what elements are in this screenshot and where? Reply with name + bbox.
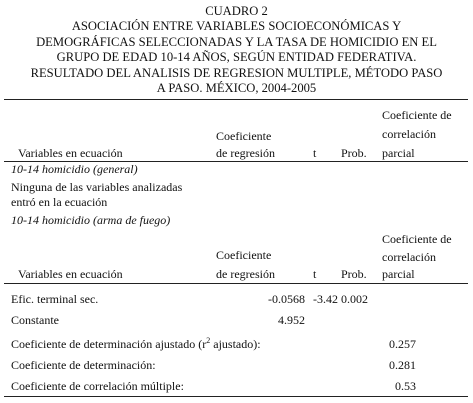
header-prob: Prob. xyxy=(341,146,367,160)
header-coef-line1: Coeficiente xyxy=(216,129,272,143)
bottom-rule xyxy=(4,396,468,397)
top-rule xyxy=(4,99,468,100)
row-coef: -0.0568 xyxy=(268,292,305,306)
header-variables: Variables en ecuación xyxy=(18,267,123,281)
header-prob: Prob. xyxy=(341,267,367,281)
header-corr-line2: correlación xyxy=(382,127,436,141)
title-line: GRUPO DE EDAD 10-14 AÑOS, SEGÚN ENTIDAD FEDERATIVA. xyxy=(56,50,417,65)
header-corr-line1: Coeficiente de xyxy=(382,108,452,122)
stat-label: Coeficiente de determinación ajustado ($r^2$ ajustado): xyxy=(11,336,261,351)
row-coef: 4.952 xyxy=(278,313,305,327)
table-title xyxy=(4,4,469,96)
superscript-2: 2 xyxy=(206,336,211,345)
header-t: t xyxy=(313,146,317,160)
section2-title: 10-14 homicidio (arma de fuego) xyxy=(11,213,171,227)
header-corr-line1: Coeficiente de xyxy=(382,232,452,246)
section1-note-line2: entró en la ecuación xyxy=(11,195,108,209)
title-line: A PASO. MÉXICO, 2004-2005 xyxy=(156,81,317,96)
stat-value: 0.257 xyxy=(389,337,416,351)
title-line: RESULTADO DEL ANALISIS DE REGRESION MULTIPLE, MÉTODO PASO xyxy=(30,65,443,80)
header-corr-line3: parcial xyxy=(382,146,415,160)
header-variables: Variables en ecuación xyxy=(18,146,123,160)
title-line: DEMOGRÁFICAS SELECCIONADAS Y LA TASA DE HOMICIDIO EN EL xyxy=(36,34,437,49)
stat-value: 0.53 xyxy=(395,379,416,393)
header-coef-line2: de regresión xyxy=(216,267,275,281)
header-rule xyxy=(4,283,468,284)
row-prob: 0.002 xyxy=(341,292,368,306)
row-variable: Efic. terminal sec. xyxy=(11,292,99,306)
title-line: ASOCIACIÓN ENTRE VARIABLES SOCIOECONÓMICAS Y xyxy=(71,19,402,34)
row-variable: Constante xyxy=(11,313,59,327)
header-corr-line2: correlación xyxy=(382,250,436,264)
stat-label: Coeficiente de determinación: xyxy=(11,358,156,372)
stat-label: Coeficiente de correlación múltiple: xyxy=(11,379,184,393)
section1-title: 10-14 homicidio (general) xyxy=(11,162,138,176)
header-corr-line3: parcial xyxy=(382,267,415,281)
title-line: CUADRO 2 xyxy=(205,4,268,18)
header-t: t xyxy=(313,267,317,281)
stat-value: 0.281 xyxy=(389,358,416,372)
header-coef-line1: Coeficiente xyxy=(216,248,272,262)
section1-note-line1: Ninguna de las variables analizadas xyxy=(11,180,183,194)
header-coef-line2: de regresión xyxy=(216,146,275,160)
row-t: -3.42 xyxy=(313,292,338,306)
